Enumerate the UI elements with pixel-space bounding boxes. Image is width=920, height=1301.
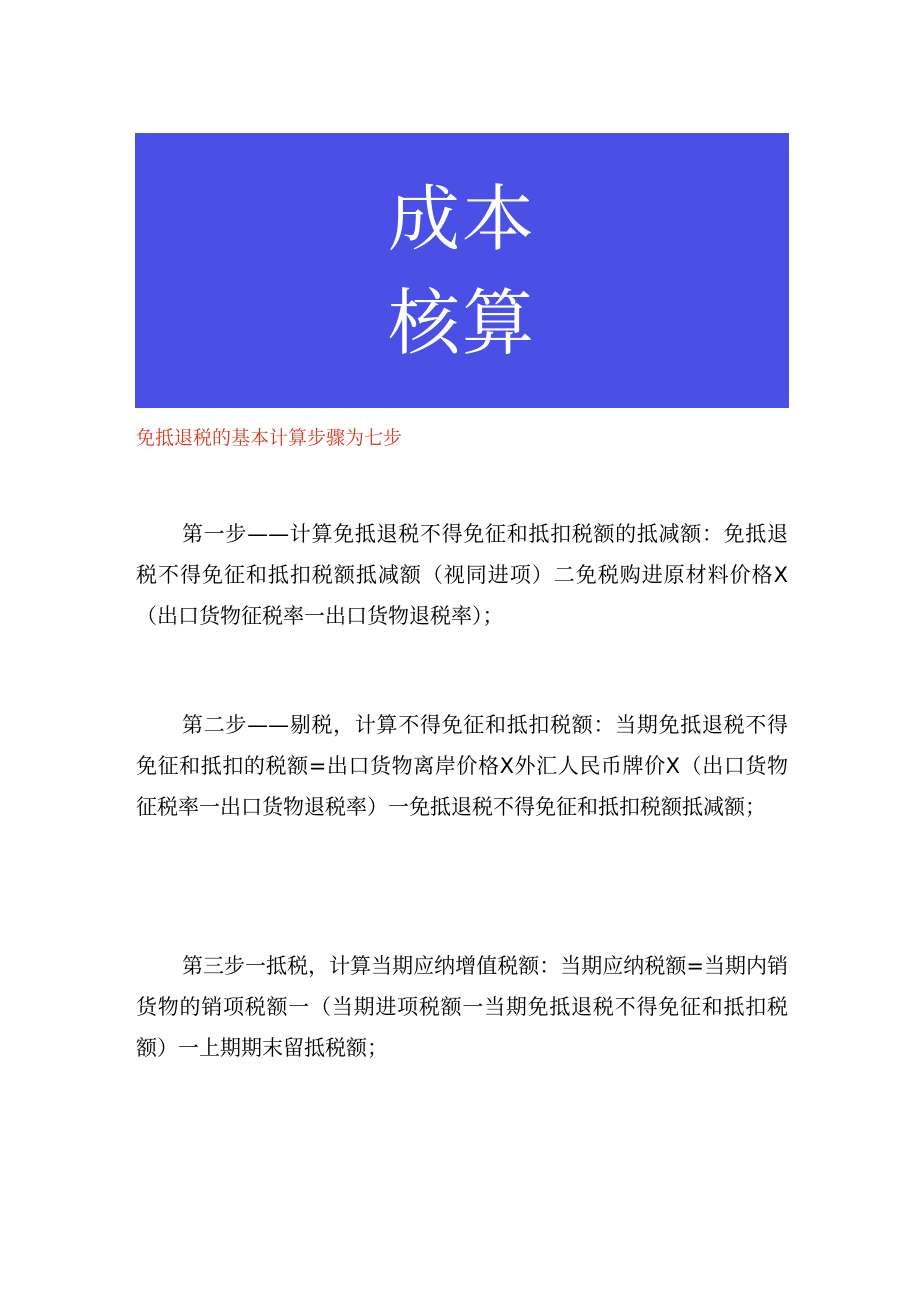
step-one-paragraph: 第一步——计算免抵退税不得免征和抵扣税额的抵减额：免抵退税不得免征和抵扣税额抵减额（视同进项）二免税购进原材料价格X（出口货物征税率一出口货物退税率）； (136, 522, 788, 628)
title-banner (135, 133, 789, 408)
step-three-paragraph: 第三步一抵税，计算当期应纳增值税额：当期应纳税额=当期内销货物的销项税额一（当期进项税额一当期免抵退税不得免征和抵扣税额）一上期期末留抵税额； (136, 954, 788, 1060)
banner-title-line-2: 核算 (387, 280, 536, 365)
step-two-paragraph: 第二步——剔税，计算不得免征和抵扣税额：当期免抵退税不得免征和抵扣的税额=出口货物离岸价格X外汇人民币牌价X（出口货物征税率一出口货物退税率）一免抵退税不得免征和抵扣税额抵减额； (136, 713, 788, 819)
section-subtitle: 免抵退税的基本计算步骤为七步 (136, 427, 403, 449)
banner-title-line-1: 成本 (387, 176, 536, 261)
